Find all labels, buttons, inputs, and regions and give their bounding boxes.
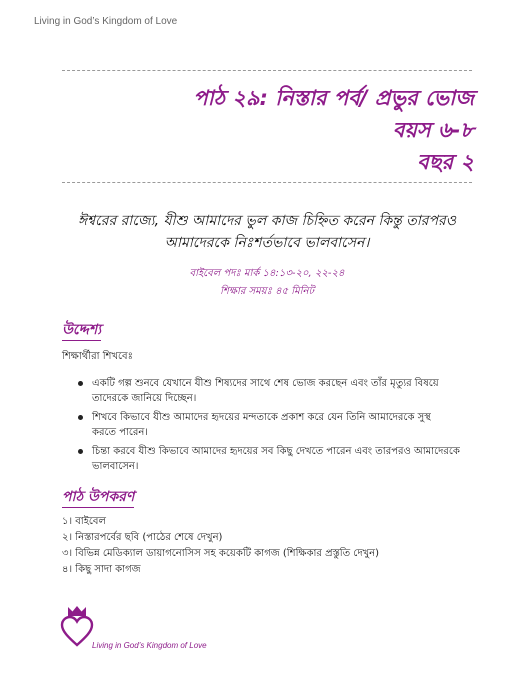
list-item-line-1: শিখবে কিভাবে যীশু আমাদের হৃদয়ের মন্দতাকে প্রকাশ করে যেন তিনি আমাদেরকে সুস্থ (92, 412, 431, 423)
bullet-icon (78, 449, 83, 454)
list-item (76, 376, 476, 406)
list-item-line-2: ভালবাসেন। (92, 461, 139, 472)
list-item: ২। নিস্তারপর্বের ছবি (পাঠের শেষে দেখুন) (62, 532, 223, 543)
objectives-list (76, 376, 476, 478)
objectives-intro: শিক্ষার্থীরা শিখবেঃ (62, 351, 133, 362)
materials-heading: পাঠ উপকরণ (62, 488, 134, 508)
lesson-title: পাঠ ২৯: নিস্তার পর্ব/ প্রভুর ভোজ (193, 86, 474, 110)
list-item-line-2: করতে পারেন। (92, 427, 148, 438)
lesson-motto (62, 210, 472, 254)
page-header: Living in God’s Kingdom of Love (34, 16, 178, 27)
bullet-icon (78, 415, 83, 420)
top-divider (62, 70, 472, 71)
bottom-divider (62, 182, 472, 183)
list-item-line-2: তাদেরকে জানিয়ে দিচ্ছেন। (92, 393, 197, 404)
year-label: বছর ২ (417, 150, 474, 174)
list-item: ১। বাইবেল (62, 516, 106, 527)
objectives-heading: উদ্দেশ্য (62, 321, 101, 341)
list-item: ৩। বিভিন্ন মেডিক্যাল ডায়াগনোসিস সহ কয়েকটি কাগজ (শিক্ষিকার প্রস্তুতি দেখুন) (62, 548, 380, 559)
bible-reference: বাইবেল পদঃ মার্ক ১৪:১৩-২০, ২২-২৪ (189, 268, 345, 279)
bullet-icon (78, 381, 83, 386)
list-item-line-1: একটি গল্প শুনবে যেখানে যীশু শিষ্যদের সাথে শেষ ভোজ করছেন এবং তাঁর মৃত্যুর বিষয়ে (92, 378, 439, 389)
materials-list (62, 514, 379, 578)
list-item-line-1: চিন্তা করবে যীশু কিভাবে আমাদের হৃদয়ের সব কিছু দেখতে পারেন এবং তারপরও আমাদেরকে (92, 446, 460, 457)
list-item: ৪। কিছু সাদা কাগজ (62, 564, 141, 575)
motto-line-1: ঈশ্বরের রাজ্যে, যীশু আমাদের ভুল কাজ চিহ্নিত করেন কিন্তু তারপরও (77, 213, 457, 229)
crown-heart-icon (60, 604, 94, 648)
list-item (76, 410, 476, 440)
page-footer: Living in God’s Kingdom of Love (92, 641, 207, 650)
age-range: বয়স ৬-৮ (392, 118, 474, 142)
list-item (76, 444, 476, 474)
lesson-time: শিক্ষার সময়ঃ ৪৫ মিনিট (220, 286, 314, 297)
motto-line-2: আমাদেরকে নিঃশর্তভাবে ভালবাসেন। (164, 235, 370, 251)
crown-heart-logo (60, 604, 94, 652)
title-block (193, 84, 474, 176)
